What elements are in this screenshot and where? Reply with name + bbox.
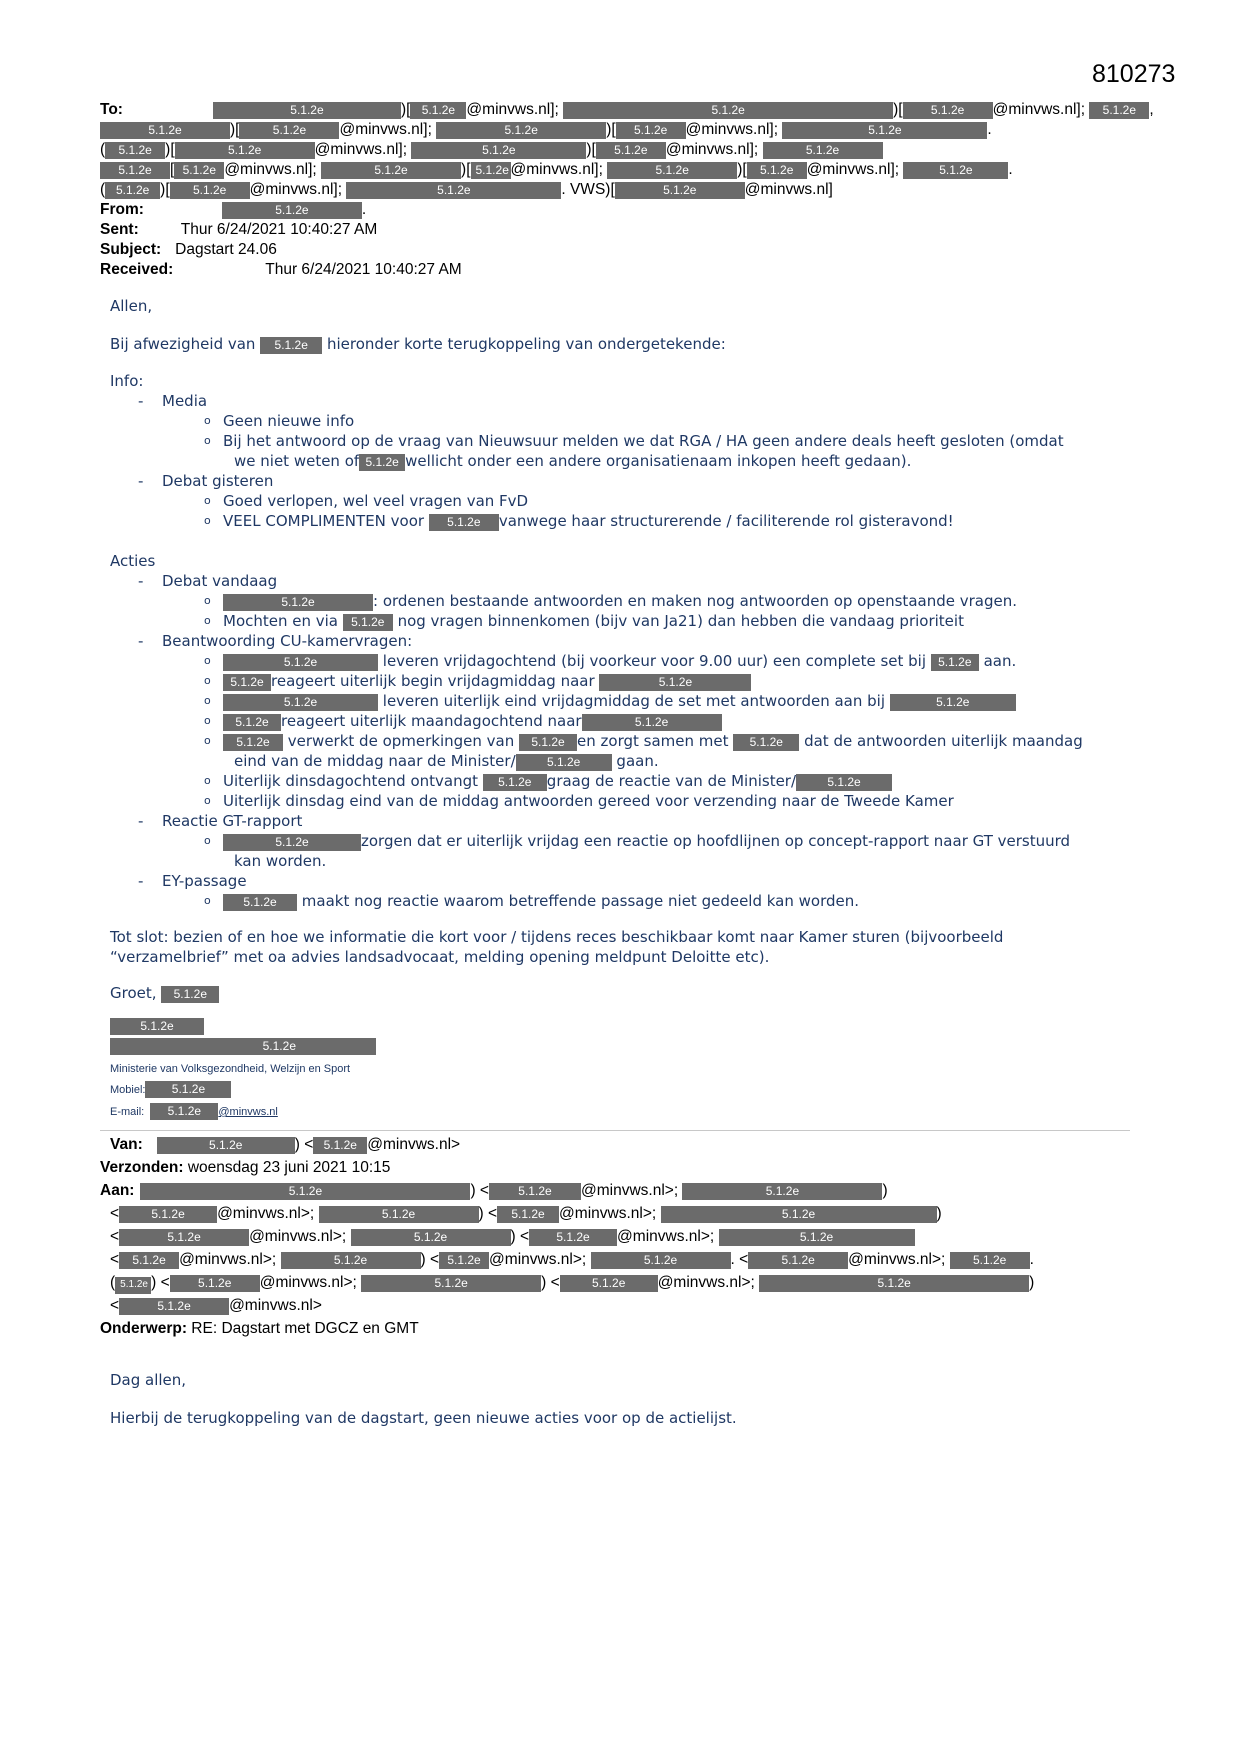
redaction: 5.1.2e	[223, 594, 373, 611]
from-label: From:	[100, 201, 144, 218]
redaction: 5.1.2e	[411, 142, 586, 159]
redaction: 5.1.2e	[950, 1252, 1030, 1269]
redaction: 5.1.2e	[436, 122, 606, 139]
closing-line-2: “verzamelbrief” met oa advies landsadvocaat, melding opening meldpunt Deloitte etc).	[110, 948, 770, 966]
redaction: 5.1.2e	[747, 162, 807, 179]
redaction: 5.1.2e	[150, 1103, 218, 1120]
redaction: 5.1.2e	[529, 1229, 617, 1246]
mobile-line: Mobiel: 5.1.2e	[110, 1080, 1150, 1100]
redaction: 5.1.2e	[223, 834, 361, 851]
sent-label: Sent:	[100, 221, 139, 238]
redaction: 5.1.2e	[1089, 102, 1149, 119]
aan-line-5: ( 5.1.2e ) < 5.1.2e @minvws.nl>; 5.1.2e ) < 5.1.2e @minvws.nl>; 5.1.2e )	[100, 1272, 1150, 1295]
redaction: 5.1.2e	[313, 1137, 367, 1154]
media-label: - Media	[110, 391, 1150, 411]
redaction: 5.1.2e	[596, 142, 666, 159]
to-line-2: 5.1.2e )[ 5.1.2e @minvws.nl]; 5.1.2e )[ 5.1.2e @minvws.nl]; 5.1.2e .	[100, 120, 1150, 140]
list-item: o 5.1.2e maakt nog reactie waarom betreffende passage niet gedeeld kan worden.	[204, 892, 860, 910]
redaction: 5.1.2e	[410, 102, 466, 119]
to-line-1: To: 5.1.2e )[ 5.1.2e @minvws.nl]; 5.1.2e )[ 5.1.2e @minvws.nl]; 5.1.2e ,	[100, 101, 1154, 118]
redaction: 5.1.2e	[100, 122, 230, 139]
onderwerp-line: Onderwerp: RE: Dagstart met DGCZ en GMT	[100, 1320, 419, 1337]
redaction: 5.1.2e	[119, 1206, 217, 1223]
debat-label: - Debat gisteren	[110, 471, 1150, 491]
list-item: o 5.1.2e verwerkt de opmerkingen van 5.1.2e en zorgt samen met 5.1.2e dat de antwoorden uiterlijk maandag	[204, 732, 1083, 750]
redaction: 5.1.2e	[489, 1183, 581, 1200]
subject-value: Dagstart 24.06	[175, 241, 277, 258]
list-item: o Uiterlijk dinsdagochtend ontvangt 5.1.2e graag de reactie van de Minister/ 5.1.2e	[110, 771, 1150, 791]
redaction: 5.1.2e	[763, 142, 883, 159]
list-item: o 5.1.2e leveren uiterlijk eind vrijdagmiddag de set met antwoorden aan bij 5.1.2e	[110, 691, 1150, 711]
redaction: 5.1.2e	[497, 1206, 559, 1223]
van-line: Van: 5.1.2e ) < 5.1.2e @minvws.nl>	[110, 1136, 461, 1153]
redaction: 5.1.2e	[359, 454, 405, 471]
groet: Groet, 5.1.2e	[110, 983, 1150, 1003]
subject-line	[100, 240, 1150, 260]
redaction: 5.1.2e	[931, 654, 979, 671]
redaction: 5.1.2e	[733, 734, 799, 751]
redaction: 5.1.2e	[223, 734, 283, 751]
redaction: 5.1.2e	[223, 894, 297, 911]
list-item: o Bij het antwoord op de vraag van Nieuwsuur melden we dat RGA / HA geen andere deals heeft gesloten (omdat	[204, 432, 1064, 450]
redaction: 5.1.2e	[100, 162, 170, 179]
redaction: 5.1.2e	[281, 1252, 421, 1269]
redaction: 5.1.2e	[483, 774, 547, 791]
closing-line-1: Tot slot: bezien of en hoe we informatie die kort voor / tijdens reces beschikbaar komt naar Kamer sturen (bijvoorbeeld	[110, 928, 1004, 946]
info-label: Info:	[110, 372, 144, 390]
email-body	[110, 296, 1150, 1122]
forwarded-header	[100, 1134, 1150, 1341]
list-item: o 5.1.2e : ordenen bestaande antwoorden en maken nog antwoorden op openstaande vragen.	[204, 592, 1017, 610]
redaction: 5.1.2e	[796, 774, 892, 791]
redaction: 5.1.2e	[516, 754, 612, 771]
list-item: o 5.1.2e zorgen dat er uiterlijk vrijdag een reactie op hoofdlijnen op concept-rapport naar GT verstuurd	[204, 832, 1071, 850]
redaction: 5.1.2e	[161, 986, 219, 1003]
redaction: 5.1.2e	[748, 1252, 848, 1269]
redaction: 5.1.2e	[222, 202, 362, 219]
redaction: 5.1.2e	[591, 1252, 731, 1269]
aan-line-6: < 5.1.2e @minvws.nl>	[110, 1297, 322, 1314]
redaction: 5.1.2e	[140, 1183, 470, 1200]
redaction: 5.1.2e	[361, 1275, 541, 1292]
aan-line-1: Aan: 5.1.2e ) < 5.1.2e @minvws.nl>; 5.1.2e )	[100, 1182, 888, 1199]
redaction: 5.1.2e	[903, 162, 1008, 179]
forward-greeting: Dag allen,	[110, 1371, 187, 1389]
redaction: 5.1.2e	[223, 674, 271, 691]
redaction: 5.1.2e	[560, 1275, 658, 1292]
redaction: 5.1.2e	[599, 674, 751, 691]
redaction: 5.1.2e	[661, 1206, 937, 1223]
redaction: 5.1.2e	[563, 102, 893, 119]
redaction: 5.1.2e	[119, 1298, 229, 1315]
redaction: 5.1.2e	[174, 162, 224, 179]
redaction: 5.1.2e	[321, 162, 461, 179]
ey-label: - EY-passage	[110, 871, 1150, 891]
redaction: 5.1.2e	[759, 1275, 1029, 1292]
redaction: 5.1.2e	[223, 654, 378, 671]
list-item: o Uiterlijk dinsdag eind van de middag antwoorden gereed voor verzending naar de Tweede Kamer	[204, 792, 954, 810]
forwarded-body	[110, 1370, 737, 1428]
redaction: 5.1.2e	[110, 1018, 204, 1035]
redaction: 5.1.2e	[343, 614, 393, 631]
forward-text: Hierbij de terugkoppeling van de dagstart, geen nieuwe acties voor op de actielijst.	[110, 1409, 737, 1427]
redaction: 5.1.2e	[105, 182, 160, 199]
sent-line	[100, 220, 1150, 240]
received-label: Received:	[100, 261, 174, 278]
list-item-continued: kan worden.	[234, 852, 327, 870]
email-line: E-mail: 5.1.2e @minvws.nl	[110, 1104, 278, 1118]
signature	[110, 1017, 1150, 1122]
redaction: 5.1.2e	[105, 142, 165, 159]
redaction: 5.1.2e	[110, 1038, 376, 1055]
redaction: 5.1.2e	[615, 182, 745, 199]
verzonden-line: Verzonden: woensdag 23 juni 2021 10:15	[100, 1159, 391, 1176]
vandaag-label: - Debat vandaag	[110, 571, 1150, 591]
redaction: 5.1.2e	[170, 182, 250, 199]
list-item: o 5.1.2e reageert uiterlijk maandagochtend naar 5.1.2e	[110, 711, 1150, 731]
from-line: From: 5.1.2e .	[100, 201, 367, 218]
acties-label: Acties	[110, 552, 156, 570]
redaction: 5.1.2e	[439, 1252, 489, 1269]
redaction: 5.1.2e	[119, 1229, 249, 1246]
document-number: 810273	[1092, 60, 1176, 88]
sent-value: Thur 6/24/2021 10:40:27 AM	[180, 221, 378, 238]
redaction: 5.1.2e	[890, 694, 1016, 711]
list-item: o Geen nieuwe info	[204, 412, 355, 430]
redaction: 5.1.2e	[582, 714, 722, 731]
received-line	[100, 260, 1150, 280]
redaction: 5.1.2e	[175, 142, 315, 159]
redaction: 5.1.2e	[682, 1183, 882, 1200]
redaction: 5.1.2e	[260, 337, 322, 354]
aan-line-3: < 5.1.2e @minvws.nl>; 5.1.2e ) < 5.1.2e @minvws.nl>; 5.1.2e	[100, 1226, 1150, 1249]
received-value: Thur 6/24/2021 10:40:27 AM	[265, 261, 462, 278]
list-item: o Goed verlopen, wel veel vragen van FvD	[204, 492, 529, 510]
list-item: o 5.1.2e reageert uiterlijk begin vrijdagmiddag naar 5.1.2e	[110, 671, 1150, 691]
redaction: 5.1.2e	[239, 122, 339, 139]
redaction: 5.1.2e	[145, 1081, 231, 1098]
redaction: 5.1.2e	[607, 162, 737, 179]
aan-line-4: < 5.1.2e @minvws.nl>; 5.1.2e ) < 5.1.2e @minvws.nl>; 5.1.2e . < 5.1.2e @minvws.nl>; 5.1.2e .	[110, 1251, 1034, 1268]
divider	[100, 1130, 1130, 1131]
redaction: 5.1.2e	[429, 514, 499, 531]
ministry-name: Ministerie van Volksgezondheid, Welzijn en Sport	[110, 1063, 351, 1075]
redaction: 5.1.2e	[223, 714, 281, 731]
list-item: o Mochten en via 5.1.2e nog vragen binnenkomen (bijv van Ja21) dan hebben die vandaag prioriteit	[204, 612, 964, 630]
redaction: 5.1.2e	[170, 1275, 260, 1292]
redaction: 5.1.2e	[471, 162, 511, 179]
list-item-continued: eind van de middag naar de Minister/ 5.1.2e gaan.	[234, 752, 659, 770]
redaction: 5.1.2e	[519, 734, 577, 751]
list-item: o 5.1.2e leveren vrijdagochtend (bij voorkeur voor 9.00 uur) een complete set bij 5.1.2e aan.	[204, 652, 1017, 670]
to-line-5: ( 5.1.2e )[ 5.1.2e @minvws.nl]; 5.1.2e . VWS)[ 5.1.2e @minvws.nl]	[100, 181, 833, 198]
redaction: 5.1.2e	[782, 122, 987, 139]
email-link[interactable]: @minvws.nl	[218, 1106, 278, 1118]
redaction: 5.1.2e	[223, 694, 378, 711]
to-line-4: 5.1.2e [ 5.1.2e @minvws.nl]; 5.1.2e )[ 5.1.2e @minvws.nl]; 5.1.2e )[ 5.1.2e @minvws.nl]; 5.1.2e .	[100, 160, 1150, 180]
aan-line-2: < 5.1.2e @minvws.nl>; 5.1.2e ) < 5.1.2e @minvws.nl>; 5.1.2e )	[110, 1205, 942, 1222]
redaction: 5.1.2e	[115, 1277, 151, 1294]
cu-label: - Beantwoording CU-kamervragen:	[110, 631, 1150, 651]
redaction: 5.1.2e	[903, 102, 993, 119]
redaction: 5.1.2e	[319, 1206, 479, 1223]
redaction: 5.1.2e	[346, 182, 561, 199]
subject-label: Subject:	[100, 241, 162, 258]
greeting: Allen,	[110, 297, 153, 315]
list-item: o VEEL COMPLIMENTEN voor 5.1.2e vanwege haar structurerende / faciliterende rol gisteravond!	[204, 512, 954, 530]
redaction: 5.1.2e	[119, 1252, 179, 1269]
redaction: 5.1.2e	[719, 1229, 915, 1246]
email-header	[100, 100, 1154, 280]
redaction: 5.1.2e	[616, 122, 686, 139]
intro: Bij afwezigheid van 5.1.2e hieronder korte terugkoppeling van ondergetekende:	[110, 335, 726, 353]
to-label: To:	[100, 101, 123, 118]
redaction: 5.1.2e	[351, 1229, 511, 1246]
list-item-continued: we niet weten of 5.1.2e wellicht onder een andere organisatienaam inkopen heeft gedaan).	[234, 452, 912, 470]
to-line-3: ( 5.1.2e )[ 5.1.2e @minvws.nl]; 5.1.2e )[ 5.1.2e @minvws.nl]; 5.1.2e	[100, 140, 1150, 160]
redaction: 5.1.2e	[213, 102, 401, 119]
gt-label: - Reactie GT-rapport	[110, 811, 1150, 831]
redaction: 5.1.2e	[157, 1137, 295, 1154]
